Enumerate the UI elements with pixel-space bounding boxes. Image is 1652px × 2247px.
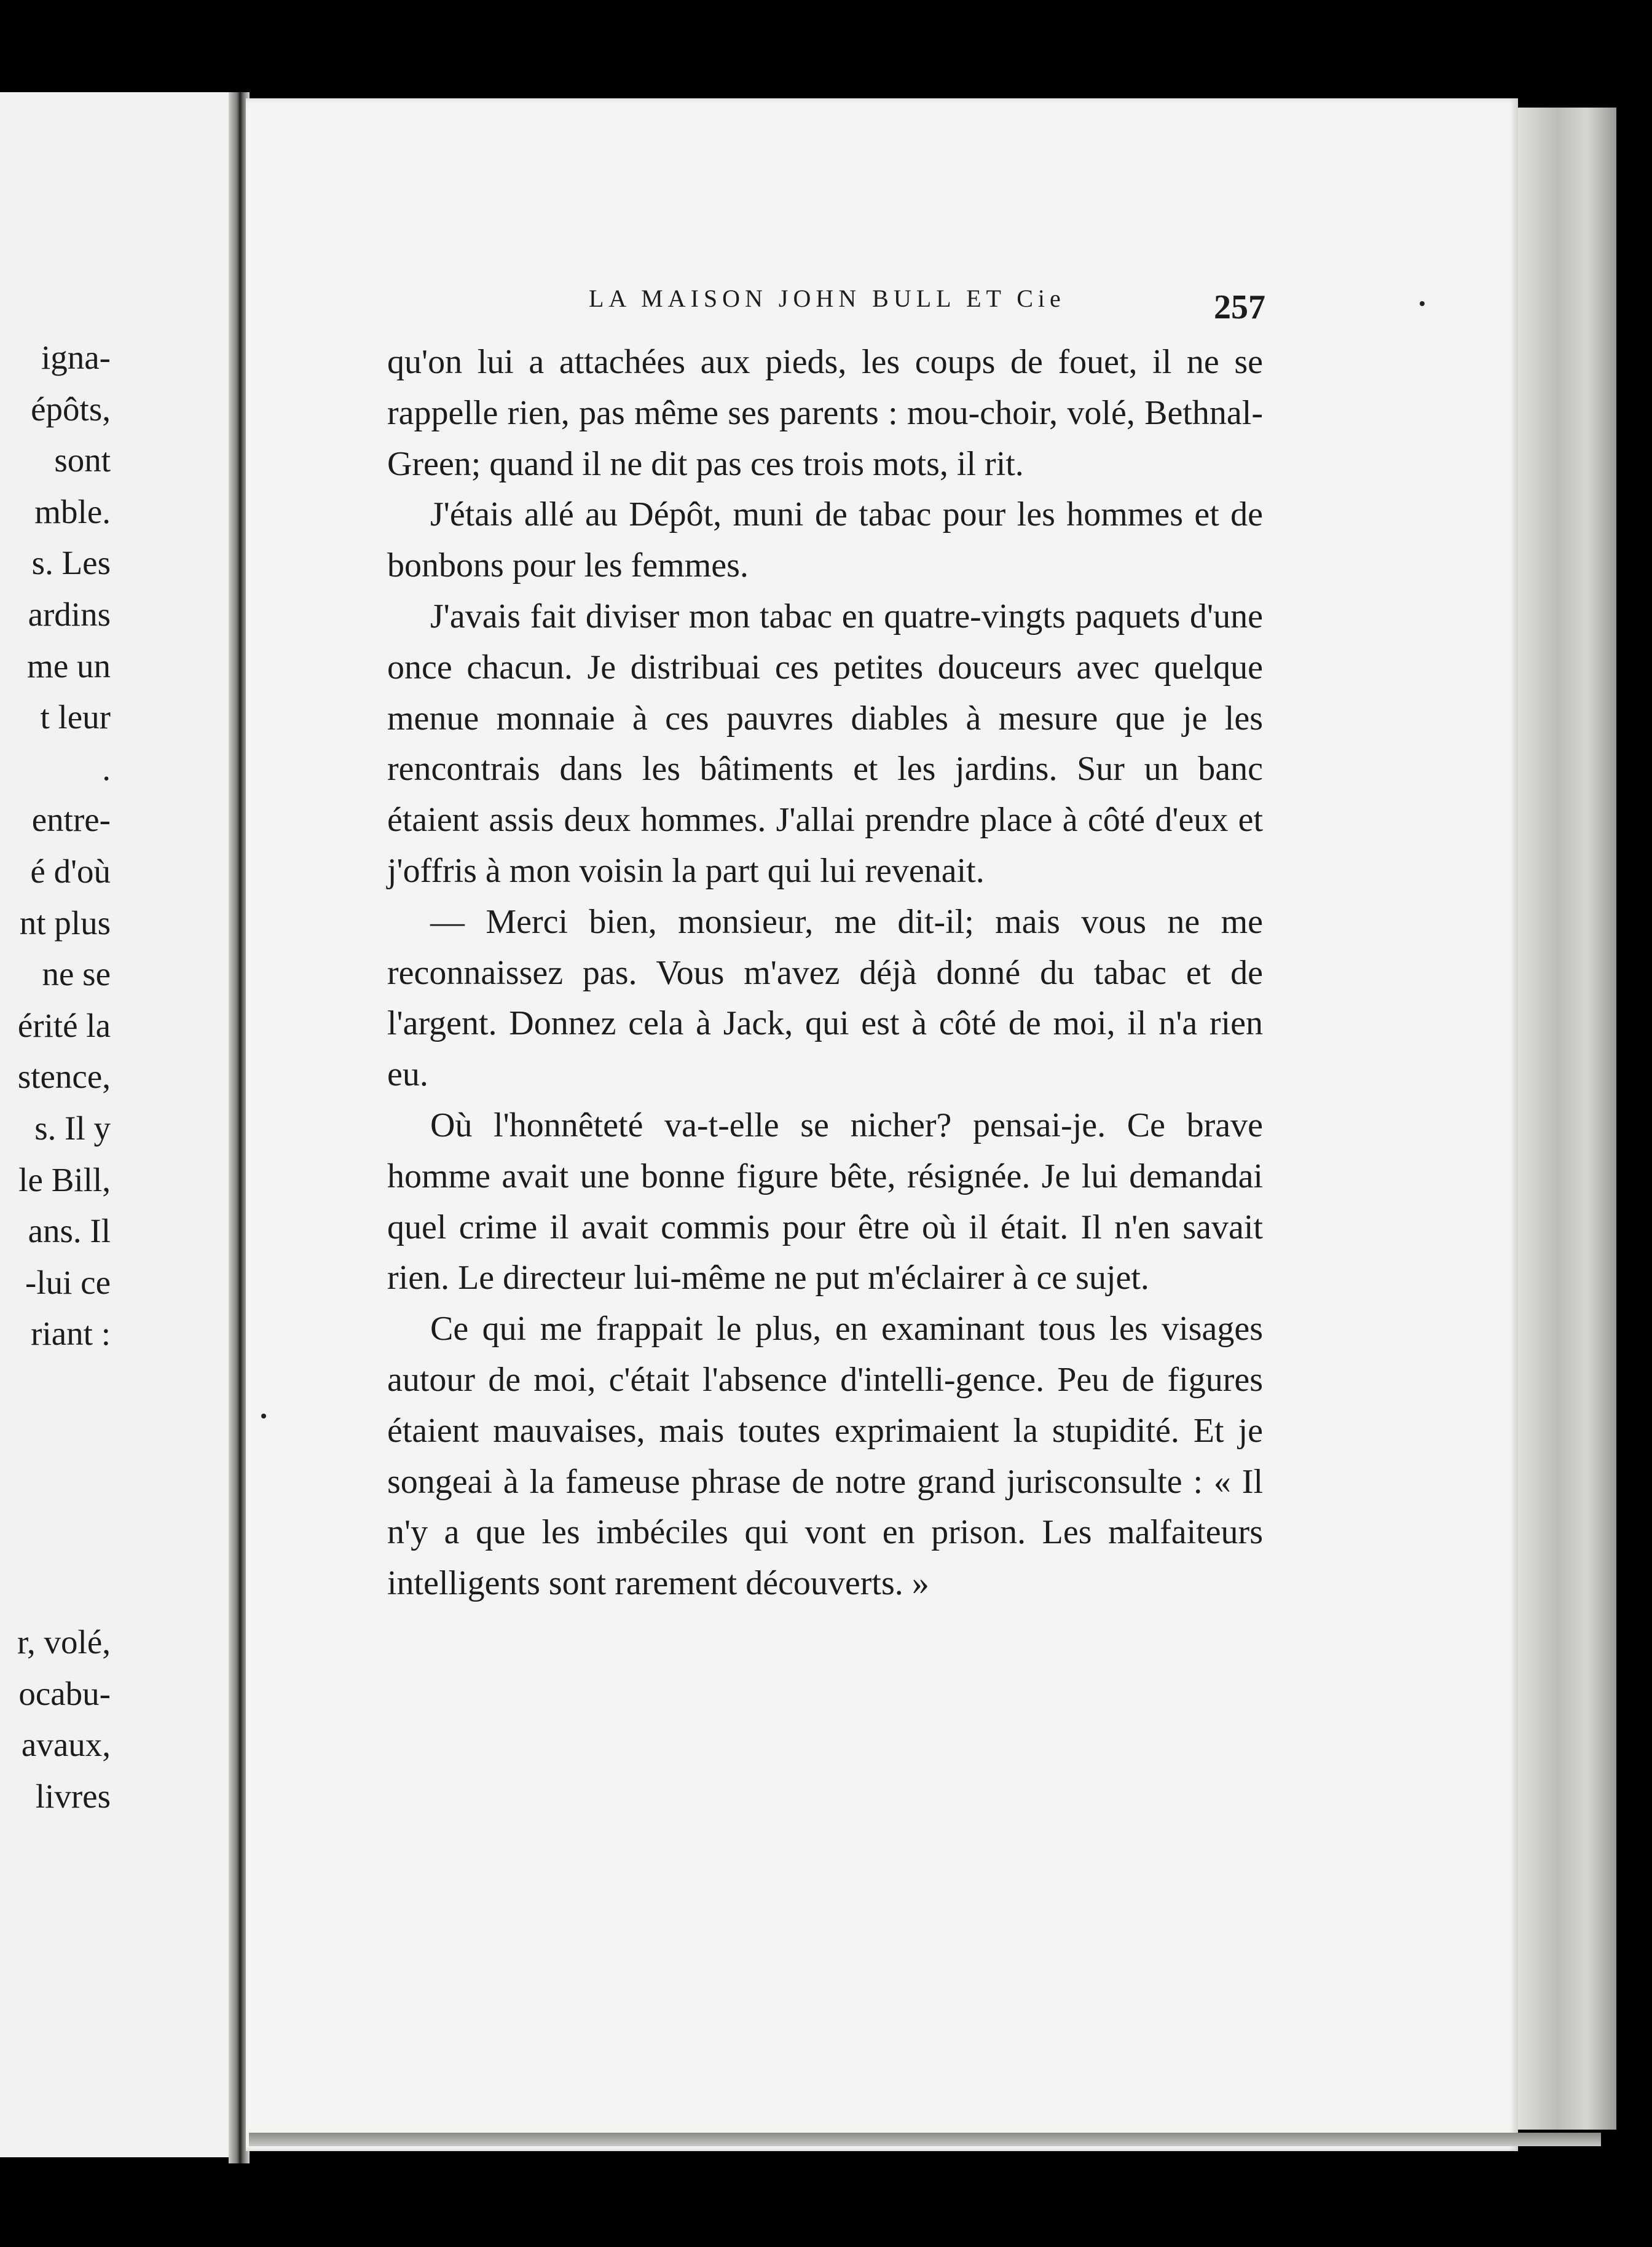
left-page-column-lower	[0, 1616, 111, 1822]
left-line: .	[102, 749, 111, 787]
running-head: LA MAISON JOHN BULL ET Cie	[589, 285, 1066, 312]
left-line: -lui ce	[25, 1263, 111, 1301]
left-page-column-upper	[0, 332, 111, 1360]
paragraph: qu'on lui a attachées aux pieds, les coups de fouet, il ne se rappelle rien, pas même ses parents : mou-choir, volé, Bethnal-Green; quand il ne dit pas ces trois mots, il rit.	[387, 343, 1263, 483]
left-line: le Bill,	[18, 1160, 111, 1198]
left-line: ne se	[42, 955, 111, 993]
paragraph: — Merci bien, monsieur, me dit-il; mais vous ne me reconnaissez pas. Vous m'avez déjà donné du tabac et de l'argent. Donnez cela à Jack, qui est à côté de moi, il n'a rien eu.	[387, 902, 1263, 1094]
scan-speck	[261, 1414, 266, 1419]
left-line: entre-	[31, 801, 111, 839]
paragraph: Ce qui me frappait le plus, en examinant tous les visages autour de moi, c'était l'absence d'intelli-gence. Peu de figures étaient mauvaises, mais toutes exprimaient la stupidité. Et je songeai à la fameuse phrase de notre grand jurisconsulte : « Il n'y a que les imbéciles qui vont en prison. Les malfaiteurs intelligents sont rarement découverts. »	[387, 1310, 1263, 1603]
left-line: nt plus	[19, 903, 111, 942]
left-line: ans. Il	[28, 1212, 111, 1250]
left-line: stence,	[17, 1058, 111, 1096]
left-line: ocabu-	[18, 1674, 111, 1712]
left-line: t leur	[40, 698, 111, 736]
left-line: s. Les	[31, 544, 111, 582]
page-number: 257	[1214, 288, 1265, 326]
left-line: ardins	[28, 595, 111, 633]
paragraph: J'avais fait diviser mon tabac en quatre-vingts paquets d'une once chacun. Je distribuai ces petites douceurs avec quelque menue monnaie à ces pauvres diables à mesure que je les rencontrais dans les bâtiments et les jardins. Sur un banc étaient assis deux hommes. J'allai prendre place à côté d'eux et j'offris à mon voisin la part qui lui revenait.	[387, 597, 1263, 890]
left-line: érité la	[17, 1006, 111, 1044]
page-bottom-edge	[249, 2133, 1601, 2146]
left-line: livres	[35, 1777, 111, 1815]
left-line: riant :	[31, 1315, 111, 1353]
left-line: me un	[27, 647, 111, 685]
left-line: igna-	[41, 339, 111, 376]
body-text	[387, 337, 1263, 1609]
paragraph: Où l'honnêteté va-t-elle se nicher? pensai-je. Ce brave homme avait une bonne figure bête, résignée. Je lui demandai quel crime il avait commis pour être où il était. Il n'en savait rien. Le directeur lui-même ne put m'éclairer à ce sujet.	[387, 1106, 1263, 1297]
left-line: avaux,	[21, 1726, 111, 1764]
paragraph: J'étais allé au Dépôt, muni de tabac pour les hommes et de bonbons pour les femmes.	[387, 495, 1263, 585]
left-line: épôts,	[31, 390, 111, 428]
left-line: sont	[54, 441, 111, 479]
left-line: r, volé,	[17, 1623, 111, 1661]
page-edge	[1518, 108, 1616, 2130]
left-line: mble.	[34, 492, 111, 530]
left-line: s. Il y	[34, 1109, 111, 1147]
left-line: é d'où	[30, 852, 111, 890]
scan-speck	[1420, 301, 1425, 306]
